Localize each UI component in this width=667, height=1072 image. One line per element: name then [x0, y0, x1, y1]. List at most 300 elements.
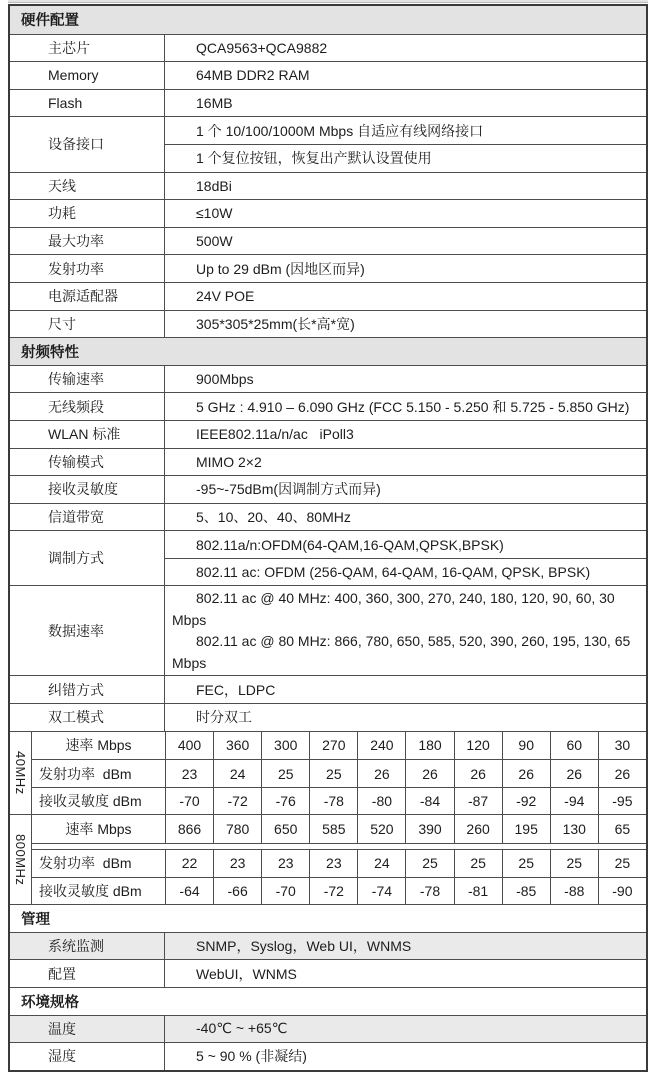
matrix-cell-text: 25 — [614, 855, 631, 872]
matrix-row-label-text: 速率 Mbps — [65, 737, 132, 754]
matrix-cell — [357, 732, 405, 760]
matrix-cell — [261, 760, 309, 787]
matrix-cell-text: 65 — [614, 821, 631, 838]
spec-values — [165, 117, 646, 171]
spec-row — [10, 503, 646, 531]
matrix-row-label-text: 接收灵敏度 dBm — [39, 882, 142, 899]
matrix-cell-text: 26 — [566, 765, 583, 782]
matrix-cell-text: -70 — [179, 793, 200, 810]
spec-values — [165, 393, 646, 420]
matrix-row — [32, 815, 646, 843]
spec-row — [10, 585, 646, 675]
spec-value-text: -40℃ ~ +65℃ — [196, 1020, 288, 1037]
matrix-cell — [405, 760, 453, 787]
spec-label-text: 接收灵敏度 — [48, 481, 118, 498]
spec-value — [165, 933, 646, 960]
matrix-cell — [261, 850, 309, 877]
matrix-row-label — [32, 850, 166, 877]
matrix-cell — [166, 815, 213, 843]
spec-label-text: 调制方式 — [48, 550, 104, 567]
matrix-cell — [261, 788, 309, 815]
matrix-cell-text: 400 — [177, 737, 202, 754]
matrix-cell-text: -85 — [516, 882, 537, 899]
spec-value — [165, 531, 646, 558]
spec-value — [165, 1016, 646, 1043]
spec-values — [165, 704, 646, 731]
spec-value — [165, 1043, 646, 1070]
matrix-row-label — [32, 732, 166, 760]
matrix-row-label — [32, 760, 166, 787]
spec-row — [10, 34, 646, 62]
spec-values — [165, 311, 646, 338]
spec-label — [10, 311, 165, 338]
matrix-cell-text: 90 — [518, 737, 534, 754]
matrix-cell — [405, 878, 453, 905]
spec-values — [165, 531, 646, 585]
spec-value — [165, 144, 646, 172]
spec-values — [165, 173, 646, 200]
spec-label — [10, 200, 165, 227]
matrix-cell-text: 24 — [374, 855, 390, 872]
spec-label-text: Memory — [48, 67, 99, 84]
spec-values — [165, 35, 646, 62]
matrix-cell — [357, 788, 405, 815]
matrix-cell-text: -88 — [564, 882, 585, 899]
matrix-row-label-text: 接收灵敏度 dBm — [39, 793, 142, 810]
matrix-cell-text: -78 — [323, 793, 344, 810]
spec-value — [165, 228, 646, 255]
matrix-cell-text: 24 — [229, 765, 246, 782]
matrix-cell — [550, 850, 598, 877]
section-header — [10, 6, 646, 34]
matrix-cell — [550, 878, 598, 905]
matrix-cell-text: -74 — [371, 882, 393, 899]
spec-value-text: 64MB DDR2 RAM — [196, 67, 310, 84]
matrix-cell — [550, 760, 598, 787]
spec-value-text: SNMP，Syslog，Web UI，WNMS — [196, 938, 412, 955]
matrix-cell-text: 360 — [225, 737, 250, 754]
band-label: 800MHz — [13, 834, 28, 886]
matrix-cell-text: -78 — [419, 882, 441, 899]
spec-label-text: WLAN 标准 — [48, 426, 121, 443]
band-cell — [10, 732, 32, 815]
spec-values — [165, 449, 646, 476]
spec-label-text: 传输模式 — [48, 453, 104, 470]
matrix-cell-text: -80 — [371, 793, 393, 810]
matrix-cell — [357, 815, 405, 843]
spec-row — [10, 365, 646, 393]
spec-label-text: 无线频段 — [48, 398, 104, 415]
spec-table — [8, 4, 648, 1072]
spec-values — [165, 933, 646, 960]
matrix-cell-text: 270 — [322, 737, 346, 754]
spec-value — [165, 504, 646, 531]
matrix-cell — [598, 732, 646, 760]
spec-value-text: 1 个复位按钮，恢复出产默认设置使用 — [196, 150, 432, 167]
matrix-cell-text: -95 — [612, 793, 633, 810]
spec-row — [10, 448, 646, 476]
matrix-cell-text: -72 — [323, 882, 344, 899]
spec-label-text: 系统监测 — [48, 938, 104, 955]
spec-label-text: 发射功率 — [48, 260, 104, 277]
spec-value — [165, 704, 646, 731]
spec-label — [10, 676, 165, 703]
spec-label — [10, 476, 165, 503]
spec-row — [10, 282, 646, 310]
spec-label-text: 天线 — [48, 177, 76, 194]
matrix-cell — [454, 878, 502, 905]
spec-value-text: 802.11 ac: OFDM (256-QAM, 64-QAM, 16-QAM, QPSK, BPSK) — [196, 564, 591, 581]
spec-values — [165, 676, 646, 703]
section-title: 管理 — [21, 912, 50, 929]
section-title: 射频特性 — [21, 344, 79, 361]
spec-values — [165, 228, 646, 255]
matrix-cell — [357, 878, 405, 905]
spec-values — [165, 283, 646, 310]
spec-value-text: -95~-75dBm(因调制方式而异) — [196, 481, 381, 498]
spec-label — [10, 449, 165, 476]
spec-row — [10, 227, 646, 255]
matrix-cell — [213, 850, 261, 877]
matrix-cell — [454, 760, 502, 787]
matrix-cell-text: 585 — [322, 821, 346, 838]
spec-label-text: 电源适配器 — [48, 288, 118, 305]
matrix-cell-text: -72 — [227, 793, 248, 810]
band-cell — [10, 815, 32, 904]
spec-value-text: 305*305*25mm(长*高*宽) — [196, 315, 355, 332]
spec-row — [10, 530, 646, 585]
matrix-cell — [502, 788, 550, 815]
spec-label-text: 主芯片 — [48, 39, 90, 56]
matrix-cell — [166, 732, 213, 760]
spec-label — [10, 62, 165, 89]
spec-label — [10, 960, 165, 987]
spec-value-text: 5 GHz : 4.910 – 6.090 GHz (FCC 5.150 - 5.250 和 5.725 - 5.850 GHz) — [196, 398, 630, 415]
matrix-cell-text: 25 — [470, 855, 486, 872]
spec-label-text: 传输速率 — [48, 371, 104, 388]
spec-value-text: 24V POE — [196, 288, 255, 305]
spec-row — [10, 1015, 646, 1043]
spec-label — [10, 90, 165, 117]
matrix-cell-text: 26 — [614, 765, 631, 782]
spec-value-text: MIMO 2×2 — [196, 453, 262, 470]
spec-values — [165, 1016, 646, 1043]
matrix-row — [32, 877, 646, 905]
matrix-cell — [213, 788, 261, 815]
section-header — [10, 987, 646, 1015]
spec-label-text: 功耗 — [48, 205, 76, 222]
spec-label — [10, 933, 165, 960]
matrix-cell-text: 26 — [422, 765, 438, 782]
spec-value-text: IEEE802.11a/n/ac iPoll3 — [196, 426, 354, 443]
spec-row — [10, 89, 646, 117]
matrix-cell — [309, 878, 357, 905]
matrix-cell-text: 23 — [277, 855, 294, 872]
matrix-cell-text: -64 — [179, 882, 200, 899]
spec-label-text: 湿度 — [48, 1048, 76, 1065]
spec-label-text: 尺寸 — [48, 315, 76, 332]
matrix-cell — [309, 815, 357, 843]
matrix-cell — [213, 760, 261, 787]
spec-value — [165, 90, 646, 117]
spec-values — [165, 421, 646, 448]
spec-row — [10, 254, 646, 282]
matrix-cell-text: 180 — [418, 737, 442, 754]
spec-value — [165, 200, 646, 227]
rate-matrix-group — [10, 731, 646, 815]
spec-value — [165, 476, 646, 503]
cropped-row-remnant — [8, 0, 648, 3]
matrix-cell-text: 650 — [274, 821, 298, 838]
spec-value — [165, 35, 646, 62]
matrix-row — [32, 732, 646, 760]
matrix-cell — [213, 878, 261, 905]
spec-label-text: 配置 — [48, 965, 76, 982]
spec-value-text: 500W — [196, 233, 233, 250]
spec-label-text: Flash — [48, 95, 83, 112]
spec-label-text: 设备接口 — [48, 136, 104, 153]
matrix-cell — [550, 815, 598, 843]
matrix-cell-text: 23 — [326, 855, 342, 872]
matrix-cell-text: 300 — [274, 737, 298, 754]
spec-label — [10, 704, 165, 731]
matrix-cell — [405, 850, 453, 877]
matrix-cell — [405, 732, 453, 760]
spec-row — [10, 1042, 646, 1070]
spec-value-text: 时分双工 — [196, 709, 252, 726]
spec-label — [10, 35, 165, 62]
matrix-cell — [357, 850, 405, 877]
spec-value-text: 1 个 10/100/1000M Mbps 自适应有线网络接口 — [196, 122, 484, 139]
matrix-cell-text: 26 — [374, 765, 390, 782]
matrix-cell — [454, 788, 502, 815]
matrix-cell-text: 390 — [418, 821, 442, 838]
spec-label — [10, 1043, 165, 1070]
spec-label — [10, 366, 165, 393]
spec-values — [165, 62, 646, 89]
spec-label-text: 温度 — [48, 1020, 76, 1037]
spec-value — [165, 676, 646, 703]
matrix-cell — [213, 815, 261, 843]
spec-value-text: 802.11a/n:OFDM(64-QAM,16-QAM,QPSK,BPSK) — [196, 536, 504, 553]
matrix-cell-text: 260 — [466, 821, 490, 838]
spec-label-text: 双工模式 — [48, 709, 104, 726]
matrix-row-label — [32, 878, 166, 905]
matrix-cell-text: 120 — [466, 737, 490, 754]
spec-label — [10, 421, 165, 448]
spec-value-text: FEC，LDPC — [196, 681, 276, 698]
spec-row — [10, 675, 646, 703]
matrix-cell-text: 23 — [229, 855, 246, 872]
spec-values — [165, 504, 646, 531]
matrix-cell-text: 25 — [566, 855, 583, 872]
spec-values — [165, 90, 646, 117]
matrix-cell — [309, 850, 357, 877]
spec-label — [10, 228, 165, 255]
matrix-cell-text: -90 — [612, 882, 633, 899]
spec-label — [10, 117, 165, 171]
spec-value — [165, 311, 646, 338]
matrix-cell — [550, 788, 598, 815]
matrix-cell-text: 25 — [422, 855, 438, 872]
spec-value-text: 5 ~ 90 % (非凝结) — [196, 1048, 307, 1065]
matrix-cell — [166, 878, 213, 905]
spec-value — [165, 366, 646, 393]
spec-row — [10, 392, 646, 420]
spec-value — [165, 255, 646, 282]
matrix-cell-text: -70 — [275, 882, 296, 899]
spec-value — [165, 173, 646, 200]
spec-row — [10, 116, 646, 171]
spec-values — [165, 200, 646, 227]
spec-row — [10, 959, 646, 987]
section-header — [10, 904, 646, 932]
spec-row — [10, 172, 646, 200]
matrix-cell-text: -92 — [516, 793, 537, 810]
spec-value-text: 802.11 ac @ 40 MHz: 400, 360, 300, 270, 240, 180, 120, 90, 60, 30 Mbps — [172, 590, 619, 628]
spec-label — [10, 1016, 165, 1043]
spec-row — [10, 199, 646, 227]
spec-value-text: WebUI，WNMS — [196, 965, 297, 982]
spec-values — [165, 960, 646, 987]
matrix-cell-text: 22 — [181, 855, 198, 872]
matrix-cell — [405, 788, 453, 815]
matrix-cell-text: 520 — [370, 821, 394, 838]
matrix-cell — [261, 732, 309, 760]
spec-row — [10, 932, 646, 960]
spec-row — [10, 420, 646, 448]
spec-label-text: 信道带宽 — [48, 508, 104, 525]
matrix-cell — [598, 788, 646, 815]
matrix-cell — [598, 760, 646, 787]
matrix-cell — [166, 850, 213, 877]
spec-value-text: 802.11 ac @ 80 MHz: 866, 780, 650, 585, 520, 390, 260, 195, 130, 65 Mbps — [172, 633, 635, 671]
spec-value-text: 16MB — [196, 95, 233, 112]
spec-value — [165, 62, 646, 89]
matrix-row — [32, 787, 646, 815]
matrix-cell-text: 240 — [370, 737, 394, 754]
matrix-cell — [454, 732, 502, 760]
spec-values — [165, 586, 646, 675]
spec-value-text: 18dBi — [196, 177, 232, 194]
matrix-cell — [550, 732, 598, 760]
matrix-cell-text: -94 — [564, 793, 585, 810]
matrix-cell-text: 60 — [566, 737, 583, 754]
spec-value — [165, 960, 646, 987]
matrix-row-label-text: 速率 Mbps — [65, 821, 132, 838]
matrix-cell-text: 25 — [326, 765, 342, 782]
matrix-row — [32, 759, 646, 787]
matrix-cell — [166, 760, 213, 787]
matrix-cell — [309, 760, 357, 787]
matrix-cell-text: 23 — [181, 765, 198, 782]
matrix-cell-text: 30 — [614, 737, 631, 754]
matrix-cell — [261, 878, 309, 905]
matrix-cell-text: 25 — [518, 855, 534, 872]
matrix-cell-text: 780 — [225, 821, 250, 838]
matrix-cell — [261, 815, 309, 843]
matrix-cell — [405, 815, 453, 843]
matrix-cell — [502, 760, 550, 787]
matrix-cell-text: 866 — [177, 821, 202, 838]
section-title: 环境规格 — [21, 994, 79, 1011]
spec-value — [165, 449, 646, 476]
matrix-row-label — [32, 788, 166, 815]
matrix-cell-text: -76 — [275, 793, 296, 810]
matrix-cell — [309, 732, 357, 760]
matrix-cell — [357, 760, 405, 787]
matrix-row-label — [32, 815, 166, 843]
matrix-cell-text: 26 — [470, 765, 486, 782]
spec-value-text: 900Mbps — [196, 371, 254, 388]
spec-values — [165, 255, 646, 282]
spec-value — [165, 117, 646, 144]
spec-row — [10, 475, 646, 503]
spec-values — [165, 1043, 646, 1070]
spec-label — [10, 173, 165, 200]
spec-values — [165, 366, 646, 393]
matrix-cell — [309, 788, 357, 815]
matrix-cell-text: 195 — [514, 821, 538, 838]
matrix-cell — [213, 732, 261, 760]
spec-value-text: QCA9563+QCA9882 — [196, 39, 328, 56]
spec-label — [10, 393, 165, 420]
spec-label — [10, 531, 165, 585]
spec-value — [165, 558, 646, 586]
spec-label — [10, 504, 165, 531]
spec-value-text: Up to 29 dBm (因地区而异) — [196, 260, 365, 277]
spec-value — [165, 421, 646, 448]
spec-value — [172, 588, 640, 631]
matrix-cell — [454, 815, 502, 843]
matrix-cell-text: 26 — [518, 765, 534, 782]
matrix-cell-text: -84 — [419, 793, 441, 810]
spec-label-text: 纠错方式 — [48, 681, 104, 698]
spec-value-text: 5、10、20、40、80MHz — [196, 508, 351, 525]
matrix-cell-text: 130 — [562, 821, 586, 838]
spec-row — [10, 703, 646, 731]
matrix-rows — [32, 815, 646, 904]
spec-label — [10, 586, 165, 675]
spec-value — [172, 631, 640, 674]
spec-label — [10, 255, 165, 282]
matrix-cell — [598, 850, 646, 877]
spec-values — [165, 476, 646, 503]
section-header — [10, 337, 646, 365]
matrix-cell — [166, 788, 213, 815]
band-label: 40MHz — [13, 751, 28, 795]
spec-label-text: 数据速率 — [48, 622, 104, 639]
matrix-cell — [502, 878, 550, 905]
section-title: 硬件配置 — [21, 13, 79, 30]
matrix-cell — [598, 815, 646, 843]
spec-value-text: ≤10W — [196, 205, 233, 222]
spec-label-text: 最大功率 — [48, 233, 104, 250]
matrix-cell-text: -66 — [227, 882, 248, 899]
matrix-row — [32, 849, 646, 877]
spec-value — [165, 283, 646, 310]
rate-matrix-group — [10, 814, 646, 904]
spec-label — [10, 283, 165, 310]
matrix-cell-text: -81 — [467, 882, 489, 899]
matrix-cell — [502, 732, 550, 760]
matrix-cell — [502, 815, 550, 843]
matrix-cell-text: -87 — [467, 793, 489, 810]
matrix-rows — [32, 732, 646, 815]
matrix-row-label-text: 发射功率 dBm — [39, 765, 132, 782]
spec-row — [10, 61, 646, 89]
matrix-cell — [598, 878, 646, 905]
